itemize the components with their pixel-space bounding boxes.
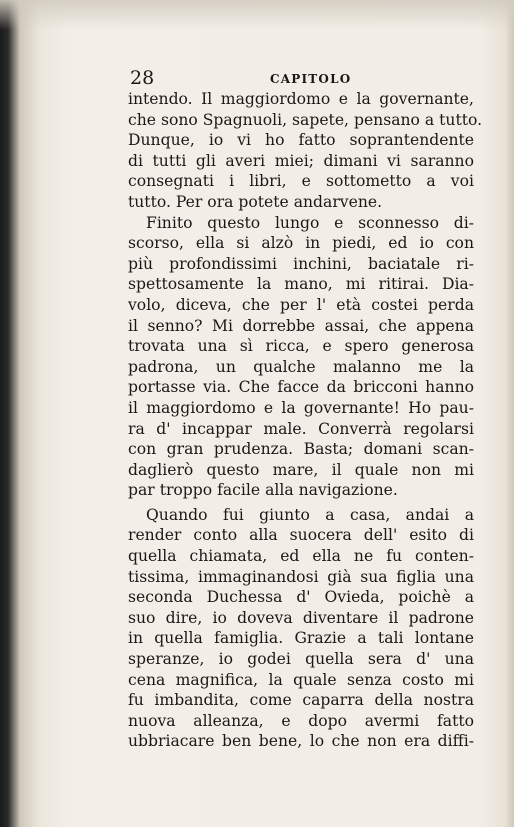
text-line: il senno? Mi dorrebbe assai, che appena: [128, 316, 474, 335]
text-line: intendo. Il maggiordomo e la governante,: [128, 90, 474, 108]
text-line: ra d' incappar male. Converrà regolarsi: [128, 419, 474, 438]
text-line: che sono Spagnuoli, sapete, pensano a tutto.: [128, 110, 483, 129]
running-head: CAPITOLO: [270, 72, 352, 86]
text-line: fu imbandita, come caparra della nostra: [128, 691, 474, 710]
text-line: in quella famiglia. Grazie a tali lontane: [128, 629, 474, 648]
text-line: portasse via. Che facce da bricconi hanno: [128, 378, 474, 397]
page-header: [130, 68, 470, 88]
text-line: speranze, io godei quella sera d' una: [128, 650, 474, 669]
text-line: scorso, ella si alzò in piedi, ed io con: [128, 234, 474, 253]
text-line: tissima, immaginandosi già sua figlia una: [128, 567, 474, 586]
text-line: nuova alleanza, e dopo avermi fatto: [128, 711, 474, 730]
paragraph-3: [128, 505, 474, 752]
text-line: più profondissimi inchini, baciatale ri-: [128, 254, 474, 273]
text-line: ubbriacare ben bene, lo che non era diffi-: [128, 732, 474, 751]
text-line: padrona, un qualche malanno me la: [128, 357, 474, 376]
text-line: trovata una sì ricca, e spero generosa: [128, 337, 474, 356]
text-line: seconda Duchessa d' Ovieda, poichè a: [128, 588, 474, 607]
paragraph-1: [128, 89, 483, 213]
body-text: [128, 89, 483, 752]
text-line: volo, diceva, che per l' età costei perda: [128, 295, 474, 314]
text-line: tutto. Per ora potete andarvene.: [128, 192, 383, 211]
text-line: render conto alla suocera dell' esito di: [128, 526, 474, 545]
text-line: con gran prudenza. Basta; domani scan-: [128, 440, 474, 459]
text-line: Dunque, io vi ho fatto soprantendente: [128, 131, 474, 150]
text-line: quella chiamata, ed ella ne fu conten-: [128, 547, 474, 566]
text-line: par troppo facile alla navigazione.: [128, 481, 398, 500]
text-line: suo dire, io doveva diventare il padrone: [128, 608, 474, 627]
paragraph-2: [128, 213, 474, 501]
text-line: Finito questo lungo e sconnesso di-: [146, 213, 474, 232]
text-line: il maggiordomo e la governante! Ho pau-: [128, 398, 474, 417]
text-line: cena magnifica, la quale senza costo mi: [128, 670, 474, 689]
text-line: consegnati i libri, e sottometto a voi: [128, 172, 474, 191]
text-line: spettosamente la mano, mi ritirai. Dia-: [128, 275, 474, 294]
text-line: Quando fui giunto a casa, andai a: [146, 505, 474, 524]
text-line: di tutti gli averi miei; dimani vi saranno: [128, 151, 474, 170]
text-line: daglierò questo mare, il quale non mi: [128, 460, 474, 479]
page-number: 28: [130, 67, 155, 89]
